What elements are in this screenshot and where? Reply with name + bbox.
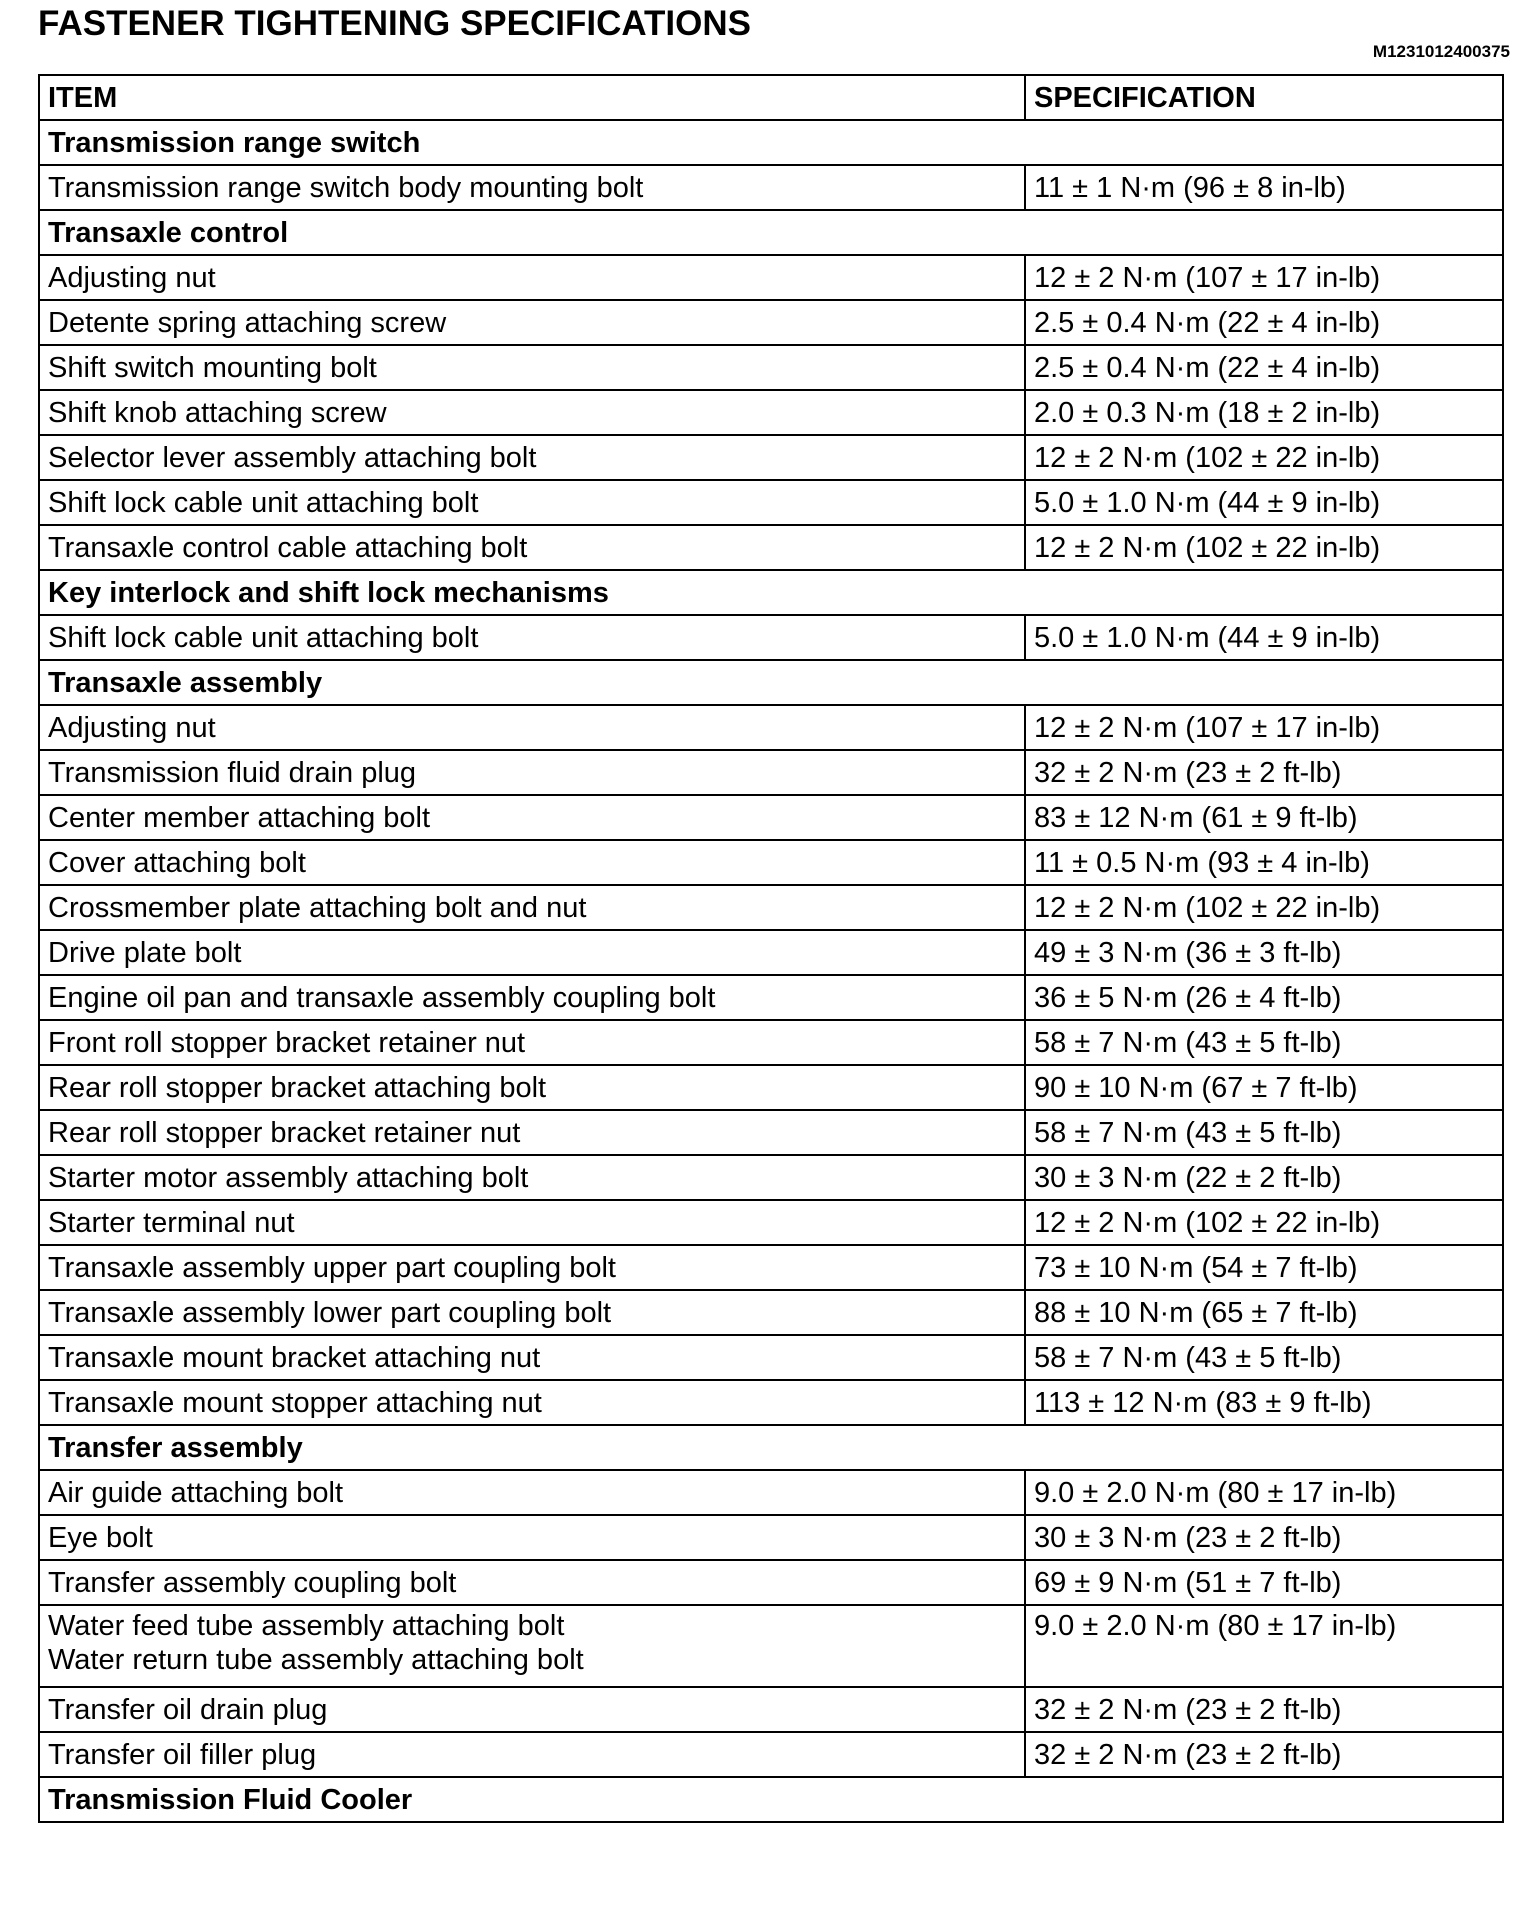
item-name: Drive plate bolt	[48, 936, 242, 969]
item-cell	[39, 1470, 1025, 1515]
item-name: Front roll stopper bracket retainer nut	[48, 1026, 526, 1059]
section-row	[39, 570, 1503, 615]
item-cell	[39, 930, 1025, 975]
table-row	[39, 165, 1503, 210]
item-cell	[39, 435, 1025, 480]
item-name: Water feed tube assembly attaching bolt	[48, 1610, 565, 1642]
table-row	[39, 1560, 1503, 1605]
specification-cell: 5.0 ± 1.0 N·m (44 ± 9 in-lb)	[1025, 480, 1503, 525]
table-row	[39, 1515, 1503, 1560]
specification-cell: 69 ± 9 N·m (51 ± 7 ft-lb)	[1025, 1560, 1503, 1605]
specification-cell: 11 ± 0.5 N·m (93 ± 4 in-lb)	[1025, 840, 1503, 885]
section-heading: Transaxle control	[39, 210, 1503, 255]
table-row	[39, 300, 1503, 345]
header-item: ITEM	[39, 75, 1025, 120]
table-row	[39, 1732, 1503, 1777]
specification-cell: 83 ± 12 N·m (61 ± 9 ft-lb)	[1025, 795, 1503, 840]
section-heading: Transfer assembly	[39, 1425, 1503, 1470]
item-cell	[39, 615, 1025, 660]
item-name: Starter terminal nut	[48, 1206, 295, 1239]
table-row	[39, 525, 1503, 570]
item-name: Transfer assembly coupling bolt	[48, 1566, 457, 1599]
item-name: Transaxle assembly lower part coupling bolt	[48, 1296, 612, 1329]
table-row	[39, 1470, 1503, 1515]
table-row	[39, 345, 1503, 390]
item-name: Rear roll stopper bracket attaching bolt	[48, 1071, 547, 1104]
item-name: Adjusting nut	[48, 711, 216, 744]
section-row	[39, 210, 1503, 255]
item-cell	[39, 885, 1025, 930]
item-name: Transmission range switch body mounting bolt	[48, 171, 644, 204]
item-cell	[39, 1110, 1025, 1155]
item-name: Center member attaching bolt	[48, 801, 431, 834]
item-name: Air guide attaching bolt	[48, 1476, 344, 1509]
item-cell	[39, 525, 1025, 570]
table-header-row	[39, 75, 1503, 120]
specification-cell: 58 ± 7 N·m (43 ± 5 ft-lb)	[1025, 1020, 1503, 1065]
item-name: Transaxle assembly upper part coupling bolt	[48, 1251, 616, 1284]
table-row	[39, 615, 1503, 660]
specification-cell: 5.0 ± 1.0 N·m (44 ± 9 in-lb)	[1025, 615, 1503, 660]
specification-cell: 9.0 ± 2.0 N·m (80 ± 17 in-lb)	[1025, 1605, 1503, 1687]
item-cell	[39, 1380, 1025, 1425]
item-name: Transfer oil drain plug	[48, 1693, 328, 1726]
item-cell	[39, 480, 1025, 525]
section-row	[39, 1425, 1503, 1470]
table-row	[39, 975, 1503, 1020]
item-cell	[39, 1245, 1025, 1290]
fastener-spec-table	[38, 74, 1504, 1823]
document-code: M1231012400375	[1372, 42, 1510, 61]
item-name: Engine oil pan and transaxle assembly coupling bolt	[48, 981, 716, 1014]
item-name: Transmission fluid drain plug	[48, 756, 417, 789]
specification-cell: 2.0 ± 0.3 N·m (18 ± 2 in-lb)	[1025, 390, 1503, 435]
specification-cell: 12 ± 2 N·m (107 ± 17 in-lb)	[1025, 705, 1503, 750]
table-row	[39, 1245, 1503, 1290]
item-cell	[39, 750, 1025, 795]
specification-cell: 113 ± 12 N·m (83 ± 9 ft-lb)	[1025, 1380, 1503, 1425]
specification-cell: 49 ± 3 N·m (36 ± 3 ft-lb)	[1025, 930, 1503, 975]
specification-cell: 12 ± 2 N·m (102 ± 22 in-lb)	[1025, 1200, 1503, 1245]
section-row	[39, 660, 1503, 705]
item-name: Transaxle mount bracket attaching nut	[48, 1341, 541, 1374]
specification-cell: 2.5 ± 0.4 N·m (22 ± 4 in-lb)	[1025, 345, 1503, 390]
item-name: Crossmember plate attaching bolt and nut	[48, 891, 587, 924]
item-name: Shift lock cable unit attaching bolt	[48, 621, 479, 654]
specification-cell: 32 ± 2 N·m (23 ± 2 ft-lb)	[1025, 1732, 1503, 1777]
item-cell	[39, 255, 1025, 300]
table-row	[39, 1065, 1503, 1110]
table-row	[39, 885, 1503, 930]
item-cell	[39, 795, 1025, 840]
section-heading: Key interlock and shift lock mechanisms	[39, 570, 1503, 615]
item-name: Transaxle control cable attaching bolt	[48, 531, 528, 564]
item-name: Starter motor assembly attaching bolt	[48, 1161, 529, 1194]
item-cell	[39, 1687, 1025, 1732]
specification-cell: 11 ± 1 N·m (96 ± 8 in-lb)	[1025, 165, 1503, 210]
specification-cell: 32 ± 2 N·m (23 ± 2 ft-lb)	[1025, 750, 1503, 795]
item-cell	[39, 345, 1025, 390]
item-cell	[39, 1605, 1025, 1687]
table-row	[39, 1380, 1503, 1425]
table-row	[39, 1200, 1503, 1245]
table-row	[39, 705, 1503, 750]
specification-cell: 2.5 ± 0.4 N·m (22 ± 4 in-lb)	[1025, 300, 1503, 345]
table-row	[39, 930, 1503, 975]
table-row	[39, 795, 1503, 840]
item-name: Detente spring attaching screw	[48, 306, 447, 339]
header-specification: SPECIFICATION	[1025, 75, 1503, 120]
table-row	[39, 255, 1503, 300]
specification-cell: 12 ± 2 N·m (102 ± 22 in-lb)	[1025, 885, 1503, 930]
item-cell	[39, 975, 1025, 1020]
item-cell	[39, 840, 1025, 885]
specification-cell: 88 ± 10 N·m (65 ± 7 ft-lb)	[1025, 1290, 1503, 1335]
item-cell	[39, 705, 1025, 750]
specification-cell: 36 ± 5 N·m (26 ± 4 ft-lb)	[1025, 975, 1503, 1020]
table-row	[39, 480, 1503, 525]
item-name: Rear roll stopper bracket retainer nut	[48, 1116, 521, 1149]
item-name: Transfer oil filler plug	[48, 1738, 317, 1771]
item-cell	[39, 390, 1025, 435]
table-row	[39, 1020, 1503, 1065]
section-heading: Transmission Fluid Cooler	[39, 1777, 1503, 1822]
table-row	[39, 1290, 1503, 1335]
item-cell	[39, 165, 1025, 210]
item-cell	[39, 1020, 1025, 1065]
item-cell	[39, 1732, 1025, 1777]
item-cell	[39, 1560, 1025, 1605]
specification-cell: 30 ± 3 N·m (22 ± 2 ft-lb)	[1025, 1155, 1503, 1200]
specification-cell: 58 ± 7 N·m (43 ± 5 ft-lb)	[1025, 1110, 1503, 1155]
table-row	[39, 435, 1503, 480]
table-row	[39, 1605, 1503, 1687]
table-row	[39, 1110, 1503, 1155]
item-name: Water return tube assembly attaching bolt	[48, 1644, 584, 1676]
section-row	[39, 1777, 1503, 1822]
item-name: Cover attaching bolt	[48, 846, 306, 879]
item-cell	[39, 1200, 1025, 1245]
item-cell	[39, 1290, 1025, 1335]
item-name: Eye bolt	[48, 1521, 153, 1554]
item-cell	[39, 1155, 1025, 1200]
table-row	[39, 750, 1503, 795]
table-row	[39, 1335, 1503, 1380]
section-row	[39, 120, 1503, 165]
specification-cell: 30 ± 3 N·m (23 ± 2 ft-lb)	[1025, 1515, 1503, 1560]
item-cell	[39, 1065, 1025, 1110]
section-heading: Transmission range switch	[39, 120, 1503, 165]
table-row	[39, 840, 1503, 885]
table-row	[39, 1687, 1503, 1732]
specification-cell: 90 ± 10 N·m (67 ± 7 ft-lb)	[1025, 1065, 1503, 1110]
section-heading: Transaxle assembly	[39, 660, 1503, 705]
table-row	[39, 390, 1503, 435]
specification-cell: 12 ± 2 N·m (102 ± 22 in-lb)	[1025, 525, 1503, 570]
specification-cell: 9.0 ± 2.0 N·m (80 ± 17 in-lb)	[1025, 1470, 1503, 1515]
item-name: Shift switch mounting bolt	[48, 351, 377, 384]
specification-cell: 73 ± 10 N·m (54 ± 7 ft-lb)	[1025, 1245, 1503, 1290]
specification-cell: 32 ± 2 N·m (23 ± 2 ft-lb)	[1025, 1687, 1503, 1732]
specification-cell: 58 ± 7 N·m (43 ± 5 ft-lb)	[1025, 1335, 1503, 1380]
item-cell	[39, 1335, 1025, 1380]
table-row	[39, 1155, 1503, 1200]
specification-cell: 12 ± 2 N·m (102 ± 22 in-lb)	[1025, 435, 1503, 480]
page-title: FASTENER TIGHTENING SPECIFICATIONS	[38, 4, 752, 43]
specification-cell: 12 ± 2 N·m (107 ± 17 in-lb)	[1025, 255, 1503, 300]
item-cell	[39, 300, 1025, 345]
item-name: Selector lever assembly attaching bolt	[48, 441, 537, 474]
item-name: Shift knob attaching screw	[48, 396, 387, 429]
item-cell	[39, 1515, 1025, 1560]
table-body	[39, 120, 1503, 1822]
item-name: Adjusting nut	[48, 261, 216, 294]
item-name: Transaxle mount stopper attaching nut	[48, 1386, 542, 1419]
item-name: Shift lock cable unit attaching bolt	[48, 486, 479, 519]
